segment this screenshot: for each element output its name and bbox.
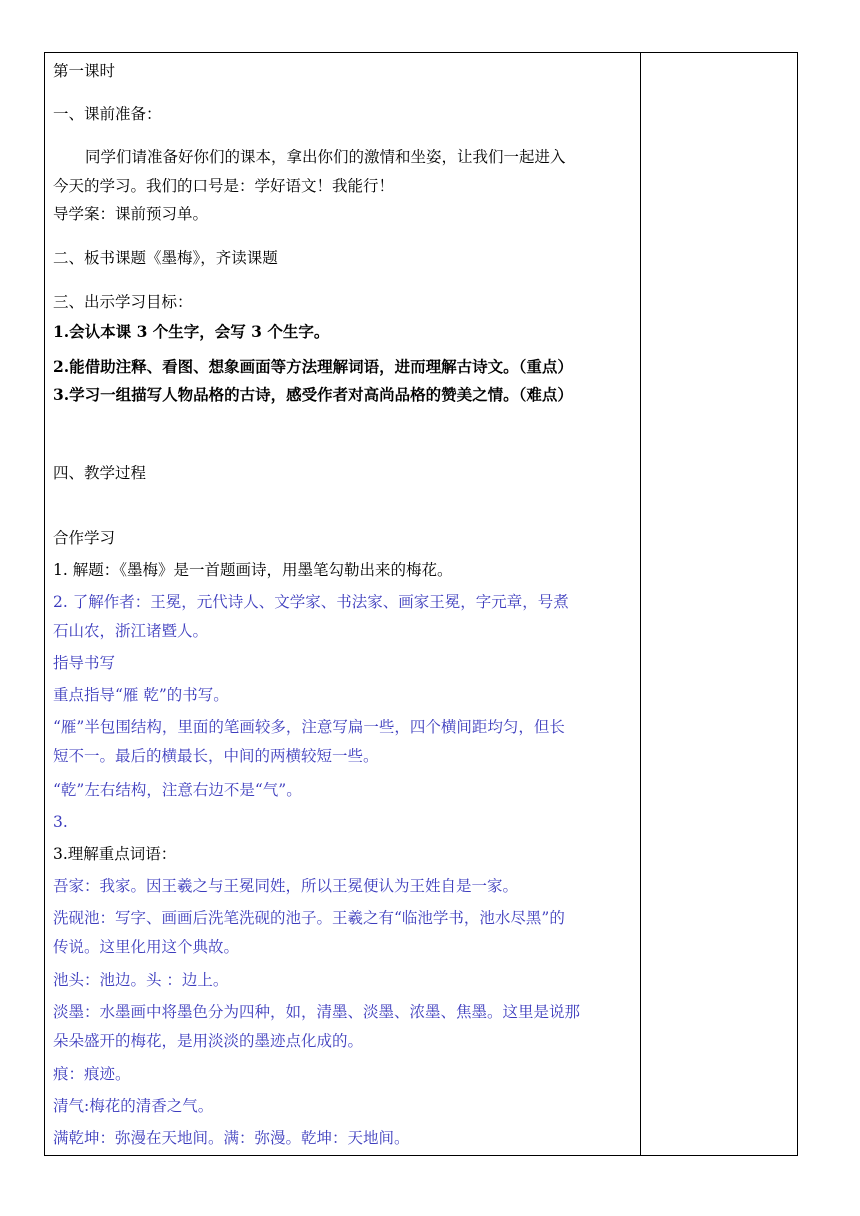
section-prep-heading: 一、课前准备： [53,105,162,123]
item-three-marker: 3. [53,813,68,831]
item-author-line1: 2. 了解作者：王冕，元代诗人、文学家、书法家、画家王冕，字元章，号煮 [53,593,569,611]
vocab-chitou: 池头：池边。头 ：边上。 [53,971,229,989]
vocab-hen: 痕：痕迹。 [53,1065,131,1083]
lesson-title: 第一课时 [53,62,116,80]
vocab-wujia: 吾家：我家。因王羲之与王冕同姓，所以王冕便认为王姓自是一家。 [53,877,519,895]
coop-learning-label: 合作学习 [53,529,116,547]
writing-guide-label: 指导书写 [53,654,116,672]
vocab-xiyanchi-line2: 传说。这里化用这个典故。 [53,938,240,956]
vocab-qingqi: 清气:梅花的清香之气。 [53,1097,214,1115]
vocab-heading: 3.理解重点词语： [53,845,177,863]
objective-item: 1.会认本课 3 个生字，会写 3 个生字。 [53,322,330,341]
prep-paragraph-line2: 今天的学习。我们的口号是：学好语文！我能行！ [53,177,395,195]
guide-sheet-line: 导学案：课前预习单。 [53,205,209,223]
char-yan-line1: “雁”半包围结构，里面的笔画较多，注意写扁一些，四个横间距均匀，但长 [53,718,565,736]
section-objectives-heading: 三、出示学习目标： [53,293,193,311]
section-process-heading: 四、教学过程 [53,464,147,482]
objective-item: 3.学习一组描写人物品格的古诗，感受作者对高尚品格的赞美之情。（难点） [53,385,573,404]
writing-focus-line: 重点指导“雁 乾”的书写。 [53,686,229,704]
item-author-line2: 石山农，浙江诸暨人。 [53,622,209,640]
vocab-danmo-line2: 朵朵盛开的梅花，是用淡淡的墨迹点化成的。 [53,1032,364,1050]
char-yan-line2: 短不一。最后的横最长，中间的两横较短一些。 [53,747,379,765]
prep-paragraph-line1: 同学们请准备好你们的课本，拿出你们的激情和坐姿，让我们一起进入 [85,148,566,166]
section-title-heading: 二、板书课题《墨梅》，齐读课题 [53,249,278,267]
vocab-danmo-line1: 淡墨：水墨画中将墨色分为四种，如，清墨、淡墨、浓墨、焦墨。这里是说那 [53,1003,581,1021]
objective-item: 2.能借助注释、看图、想象画面等方法理解词语，进而理解古诗文。（重点） [53,357,573,376]
item-title-explanation: 1. 解题：《墨梅》是一首题画诗，用墨笔勾勒出来的梅花。 [53,561,453,579]
vocab-manqiankun: 满乾坤：弥漫在天地间。满：弥漫。乾坤：天地间。 [53,1129,410,1147]
char-qian-line: “乾”左右结构，注意右边不是“气”。 [53,781,302,799]
table-column-divider [640,52,641,1156]
vocab-xiyanchi-line1: 洗砚池：写字、画画后洗笔洗砚的池子。王羲之有“临池学书，池水尽黑”的 [53,909,565,927]
